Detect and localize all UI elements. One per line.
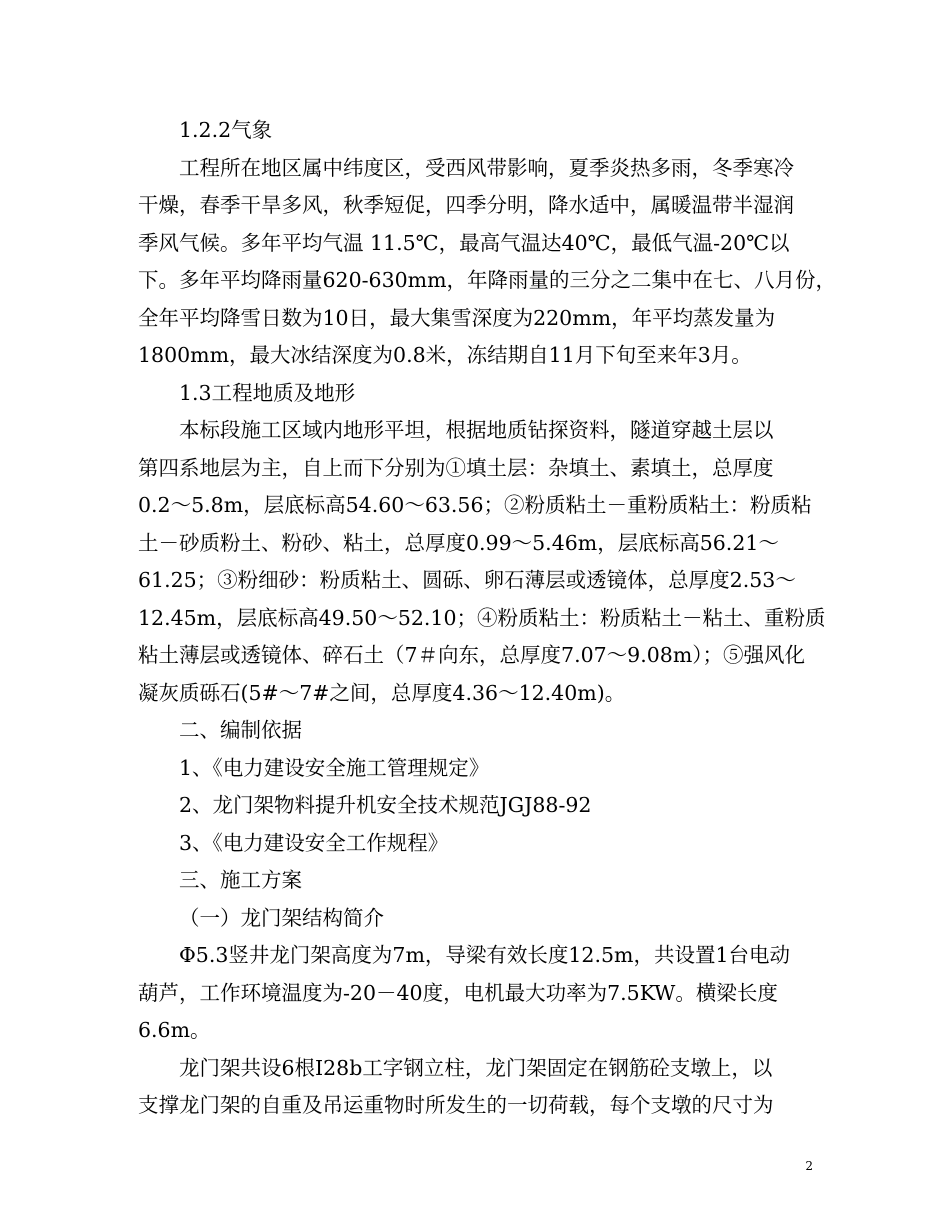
paragraph-line: 支撑龙门架的自重及吊运重物时所发生的一切荷载，每个支墩的尺寸为 [138, 1093, 774, 1117]
paragraph-line: 凝灰质砾石(5#～7#之间，总厚度4.36～12.40m)。 [138, 680, 626, 705]
heading-1-2-2: 1.2.2气象 [179, 118, 273, 142]
paragraph-line: 干燥，春季干旱多风，秋季短促，四季分明，降水适中，属暖温带半湿润 [138, 193, 794, 217]
paragraph-line: 12.45m，层底标高49.50～52.10；④粉质粘土：粉质粘土－粘土、重粉质 [138, 605, 826, 630]
list-item: 2、龙门架物料提升机安全技术规范JGJ88-92 [179, 793, 592, 817]
paragraph-line: 下。多年平均降雨量620-630mm，年降雨量的三分之二集中在七、八月份， [138, 268, 837, 292]
paragraph-line: 61.25；③粉细砂：粉质粘土、圆砾、卵石薄层或透镜体，总厚度2.53～ [138, 568, 796, 592]
paragraph-line: 土－砂质粉土、粉砂、粘土，总厚度0.99～5.46m，层底标高56.21～ [138, 530, 779, 555]
paragraph-line: 0.2～5.8m，层底标高54.60～63.56；②粉质粘土－重粉质粘土：粉质粘 [138, 493, 812, 517]
subheading: （一）龙门架结构简介 [179, 905, 384, 930]
paragraph-line: 葫芦，工作环境温度为-20－40度，电机最大功率为7.5KW。横梁长度 [138, 980, 778, 1005]
paragraph-line: Φ5.3竖井龙门架高度为7m，导梁有效长度12.5m，共设置1台电动 [179, 943, 791, 967]
paragraph-line: 龙门架共设6根I28b工字钢立柱，龙门架固定在钢筋砼支墩上，以 [179, 1055, 773, 1080]
list-item: 3、《电力建设安全工作规程》 [179, 830, 449, 855]
paragraph-line: 1800mm，最大冰结深度为0.8米，冻结期自11月下旬至来年3月。 [138, 343, 752, 367]
paragraph-line: 第四系地层为主，自上而下分别为①填土层：杂填土、素填土，总厚度 [138, 455, 774, 480]
paragraph-line: 工程所在地区属中纬度区，受西风带影响，夏季炎热多雨，冬季寒冷 [179, 155, 794, 180]
page-number: 2 [805, 1159, 813, 1173]
list-item: 1、《电力建设安全施工管理规定》 [179, 755, 490, 780]
heading-section-3: 三、施工方案 [179, 868, 302, 892]
paragraph-line: 全年平均降雪日数为10日，最大集雪深度为220mm，年平均蒸发量为 [138, 305, 776, 330]
paragraph-line: 6.6m。 [138, 1018, 211, 1042]
paragraph-line: 季风气候。多年平均气温 11.5℃，最高气温达40℃，最低气温-20℃以 [138, 230, 790, 255]
document-body [138, 112, 837, 1125]
paragraph-line: 粘土薄层或透镜体、碎石土（7＃向东，总厚度7.07～9.08m）；⑤强风化 [138, 643, 806, 667]
heading-1-3: 1.3工程地质及地形 [179, 380, 356, 405]
paragraph-line: 本标段施工区域内地形平坦，根据地质钻探资料，隧道穿越土层以 [179, 418, 774, 442]
heading-section-2: 二、编制依据 [179, 718, 302, 742]
